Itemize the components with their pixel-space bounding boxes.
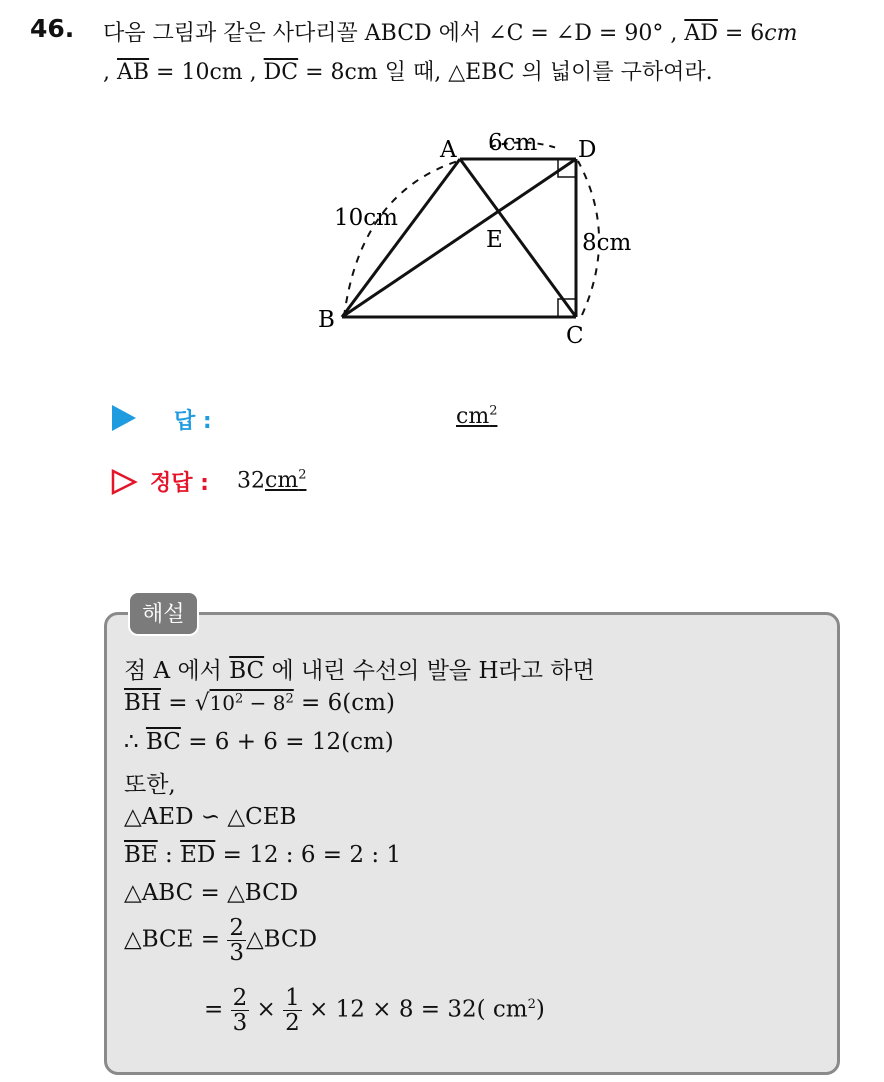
label-d: D xyxy=(578,137,597,163)
label-a: A xyxy=(440,137,457,163)
solution-tag: 해설 xyxy=(128,591,199,636)
label-c: C xyxy=(566,323,584,349)
trapezoid-figure xyxy=(290,125,670,355)
diagonal-ac xyxy=(460,159,576,317)
correct-value: $32cm^2$ xyxy=(237,468,307,494)
solution-line-4: 또한, xyxy=(124,772,176,798)
segment-ad: $\overline{AD}$ xyxy=(684,21,718,46)
solution-line-6: $\overline{BE}$ : $\overline{ED} = 12$ : 6 = 2 : 1 xyxy=(124,842,402,868)
solution-line-9: = $\frac{2}{3}$ × $\frac{1}{2}$ × 12 × 8 = 32( $cm^2$) xyxy=(204,985,545,1037)
solution-line-5: △AED ∽ △CEB xyxy=(124,804,297,830)
fraction-2-3: $\frac{2}{3}$ xyxy=(229,915,244,967)
answer-label: 답 : xyxy=(174,409,212,434)
question-line-1: 다음 그림과 같은 사다리꼴 ABCD 에서 ∠C = ∠D = 90° , $\overline{AD} = 6cm$ xyxy=(103,21,798,46)
solution-line-1: 점 A 에서 $\overline{BC}$ 에 내린 수선의 발을 H라고 하면 xyxy=(124,658,595,684)
solution-line-7: △ABC = △BCD xyxy=(124,880,299,906)
label-dc-length: 8cm xyxy=(582,230,632,256)
answer-play-icon xyxy=(112,405,136,431)
question-number: 46. xyxy=(30,14,75,43)
label-e: E xyxy=(486,227,503,253)
radical: $√10^2 - 8^2$ xyxy=(194,690,294,716)
segment-ab: $\overline{AB}$ xyxy=(117,60,150,85)
segment-ab-line xyxy=(342,159,460,317)
label-b: B xyxy=(318,307,335,333)
answer-unit: $cm^2$ xyxy=(456,404,498,430)
diagonal-bd xyxy=(342,159,576,317)
question-line-2: , $\overline{AB} = 10cm$ , $\overline{DC} = 8cm$ 일 때, △EBC 의 넓이를 구하여라. xyxy=(103,60,713,85)
label-ab-length: 10cm xyxy=(334,205,398,231)
correct-play-icon xyxy=(110,468,138,496)
solution-line-8: △BCE = $\frac{2}{3}$ △BCD xyxy=(124,915,318,967)
correct-label: 정답 : xyxy=(150,471,209,496)
label-ad-length: 6cm xyxy=(488,130,538,156)
solution-line-2: $\overline{BH} = √10^2 - 8^2 = 6(cm)$ xyxy=(124,690,395,716)
solution-line-3: ∴ $\overline{BC} = 6 + 6 = 12(cm)$ xyxy=(124,729,394,755)
segment-dc: $\overline{DC}$ xyxy=(263,60,299,85)
